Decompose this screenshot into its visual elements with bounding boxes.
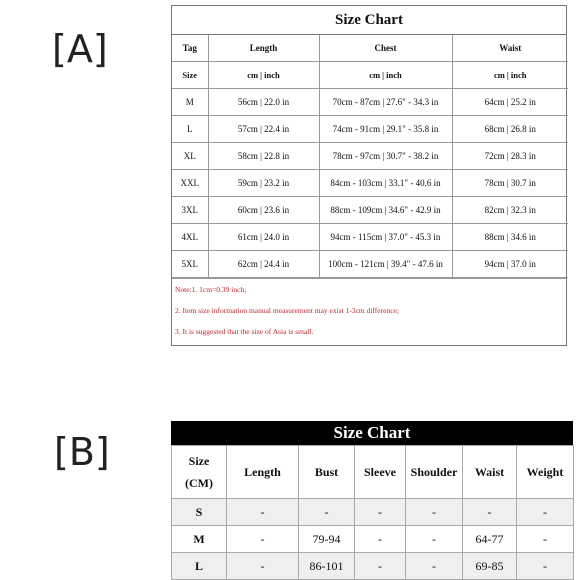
- table-cell: S: [172, 499, 227, 526]
- table-cell: 72cm | 28.3 in: [452, 143, 568, 170]
- header-cell: Length: [208, 35, 319, 62]
- table-cell: 70cm - 87cm | 27.6" - 34.3 in: [319, 89, 452, 116]
- table-cell: 64cm | 25.2 in: [452, 89, 568, 116]
- header-cell-size: [172, 446, 227, 499]
- header-size-label: Size: [188, 454, 210, 468]
- header-cell: Sleeve: [355, 446, 406, 499]
- header-cell: Waist: [452, 35, 568, 62]
- table-cell: XL: [172, 143, 208, 170]
- table-cell: -: [355, 553, 406, 580]
- header-cell: Tag: [172, 35, 208, 62]
- size-chart-a: [171, 5, 567, 346]
- unit-cell: Size: [172, 62, 208, 89]
- table-cell: -: [463, 499, 517, 526]
- table-cell: 62cm | 24.4 in: [208, 251, 319, 278]
- table-cell: -: [406, 553, 463, 580]
- table-cell: -: [406, 499, 463, 526]
- size-chart-b-title: Size Chart: [171, 421, 573, 445]
- note-line: Note:1. 1cm=0.39 inch;: [175, 285, 247, 294]
- size-chart-a-notes: [172, 278, 566, 345]
- header-cell: Weight: [517, 446, 574, 499]
- header-cell: Shoulder: [406, 446, 463, 499]
- table-cell: 100cm - 121cm | 39.4" - 47.6 in: [319, 251, 452, 278]
- table-cell: -: [406, 526, 463, 553]
- table-cell: 78cm | 30.7 in: [452, 170, 568, 197]
- table-row: [172, 251, 568, 278]
- table-cell: 94cm | 37.0 in: [452, 251, 568, 278]
- header-cell: Chest: [319, 35, 452, 62]
- size-chart-b: [171, 421, 573, 580]
- table-cell: -: [227, 526, 299, 553]
- header-cell: Waist: [463, 446, 517, 499]
- unit-cell: cm | inch: [208, 62, 319, 89]
- note-line: 3. It is suggested that the size of Asia is small.: [175, 327, 314, 336]
- table-cell: 59cm | 23.2 in: [208, 170, 319, 197]
- size-table-a: [172, 35, 568, 278]
- table-cell: 79-94: [299, 526, 355, 553]
- table-cell: 61cm | 24.0 in: [208, 224, 319, 251]
- table-cell: -: [355, 499, 406, 526]
- table-cell: 64-77: [463, 526, 517, 553]
- table-cell: 3XL: [172, 197, 208, 224]
- table-cell: -: [517, 526, 574, 553]
- table-cell: 94cm - 115cm | 37.0" - 45.3 in: [319, 224, 452, 251]
- table-a-header-row: [172, 35, 568, 62]
- table-row: [172, 553, 574, 580]
- size-table-b: [171, 445, 574, 580]
- table-cell: 69-85: [463, 553, 517, 580]
- table-row: [172, 197, 568, 224]
- table-row: [172, 143, 568, 170]
- table-cell: 68cm | 26.8 in: [452, 116, 568, 143]
- table-cell: 58cm | 22.8 in: [208, 143, 319, 170]
- unit-cell: cm | inch: [319, 62, 452, 89]
- table-cell: -: [299, 499, 355, 526]
- unit-cell: cm | inch: [452, 62, 568, 89]
- table-row: [172, 526, 574, 553]
- table-cell: 5XL: [172, 251, 208, 278]
- table-cell: 56cm | 22.0 in: [208, 89, 319, 116]
- table-cell: 78cm - 97cm | 30.7" - 38.2 in: [319, 143, 452, 170]
- table-cell: -: [227, 499, 299, 526]
- table-b-header-row: [172, 446, 574, 499]
- table-row: [172, 170, 568, 197]
- header-cell: Length: [227, 446, 299, 499]
- table-cell: M: [172, 89, 208, 116]
- panel-label-b: [B]: [54, 430, 110, 474]
- table-cell: -: [227, 553, 299, 580]
- table-row: [172, 499, 574, 526]
- table-cell: 86-101: [299, 553, 355, 580]
- header-cell: Bust: [299, 446, 355, 499]
- table-cell: L: [172, 116, 208, 143]
- table-cell: M: [172, 526, 227, 553]
- table-cell: 4XL: [172, 224, 208, 251]
- header-size-unit: (CM): [185, 476, 213, 490]
- table-cell: -: [355, 526, 406, 553]
- panel-label-a: [A]: [52, 27, 108, 71]
- table-row: [172, 89, 568, 116]
- note-line: 2. Item size information manual measurement may exist 1-3cm difference;: [175, 306, 399, 315]
- table-cell: -: [517, 499, 574, 526]
- table-cell: 88cm | 34.6 in: [452, 224, 568, 251]
- table-cell: 82cm | 32.3 in: [452, 197, 568, 224]
- table-cell: L: [172, 553, 227, 580]
- table-cell: XXL: [172, 170, 208, 197]
- table-row: [172, 224, 568, 251]
- table-cell: -: [517, 553, 574, 580]
- table-cell: 84cm - 103cm | 33.1" - 40.6 in: [319, 170, 452, 197]
- table-cell: 88cm - 109cm | 34.6" - 42.9 in: [319, 197, 452, 224]
- table-cell: 74cm - 91cm | 29.1" - 35.8 in: [319, 116, 452, 143]
- table-a-unit-row: [172, 62, 568, 89]
- table-cell: 60cm | 23.6 in: [208, 197, 319, 224]
- table-cell: 57cm | 22.4 in: [208, 116, 319, 143]
- table-row: [172, 116, 568, 143]
- size-chart-a-title: Size Chart: [172, 6, 566, 35]
